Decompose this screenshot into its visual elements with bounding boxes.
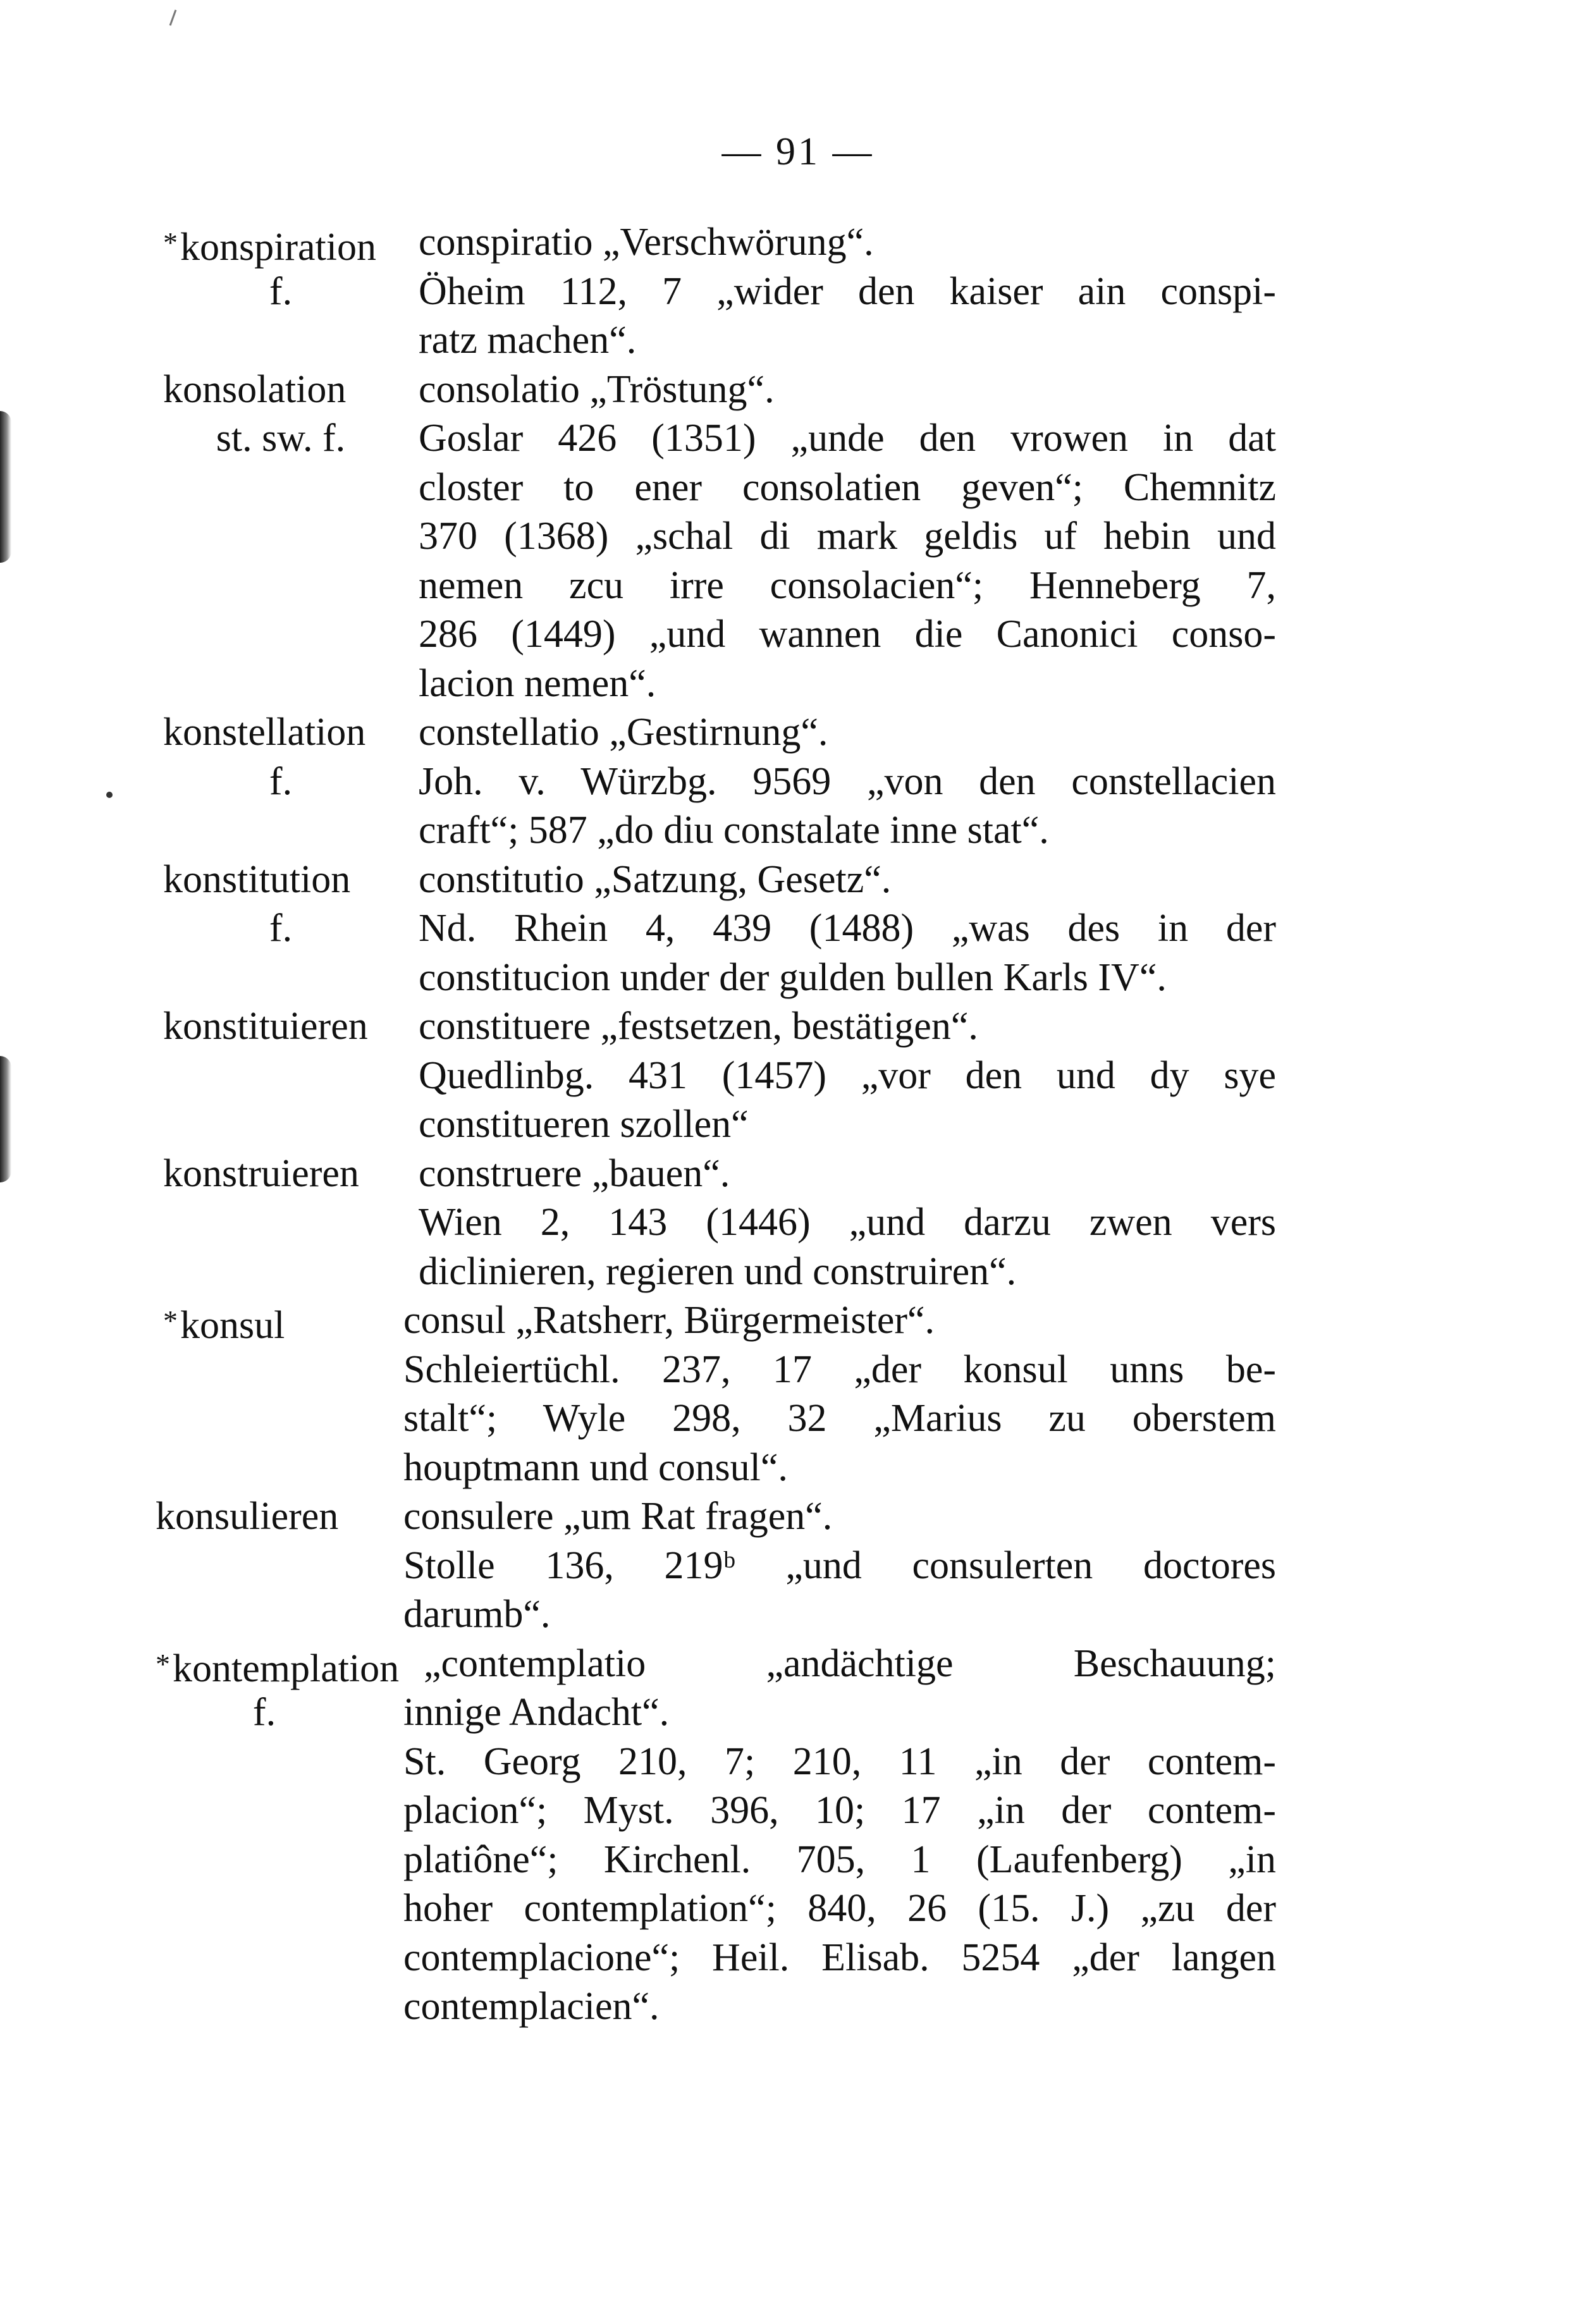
entry-konsul <box>163 1296 1276 1492</box>
entry-konspiration <box>163 218 1276 365</box>
citation-line: Quedlinbg. 431 (1457) „vor den und dy sye <box>419 1053 1276 1097</box>
dictionary-entries <box>156 218 1276 2032</box>
definition: construere „bauen“. <box>419 1151 730 1195</box>
citation-line: Stolle 136, 219ᵇ „und consulerten doctores <box>403 1544 1276 1587</box>
citation-line: stalt“; Wyle 298, 32 „Marius zu oberstem <box>403 1397 1276 1440</box>
citation-line: placion“; Myst. 396, 10; 17 „in der contem- <box>403 1789 1276 1832</box>
citation-line: lacion nemen“. <box>419 661 656 705</box>
entry-kontemplation <box>156 1640 1276 2032</box>
headword <box>163 218 376 273</box>
definition: constituere „festsetzen, bestätigen“. <box>419 1005 978 1048</box>
citation-line: craft“; 587 „do diu constalate inne stat“. <box>419 809 1049 852</box>
grammar-label: f. <box>269 759 293 803</box>
star-mark: * <box>163 1304 178 1337</box>
citation-line: Öheim 112, 7 „wider den kaiser ain conspi- <box>419 269 1276 313</box>
citation-line: contemplacione“; Heil. Elisab. 5254 „der langen <box>403 1936 1276 1979</box>
headword <box>163 1296 285 1351</box>
entry-konstitution <box>163 856 1276 1003</box>
entry-konsulieren <box>156 1492 1276 1640</box>
grammar-label: f. <box>252 1691 276 1734</box>
headword-text: kontemplation <box>173 1647 400 1690</box>
definition: constellatio „Gestirnung“. <box>419 711 828 754</box>
stray-mark <box>169 9 177 25</box>
citation-line: closter to ener consolatien geven“; Chemnitz <box>419 465 1276 509</box>
entry-konsolation <box>163 365 1276 709</box>
definition: consulere „um Rat fragen“. <box>403 1495 833 1538</box>
entry-konstituieren <box>163 1002 1276 1150</box>
headword: konsolation <box>163 367 347 411</box>
star-mark: * <box>156 1647 170 1680</box>
citation-line: houptmann und consul“. <box>403 1445 788 1489</box>
definition: constitutio „Satzung, Gesetz“. <box>419 857 892 901</box>
definition: conspiratio „Verschwörung“. <box>419 221 874 264</box>
binding-shadow <box>0 1056 11 1182</box>
headword: konstellation <box>163 711 366 754</box>
citation-line: ratz machen“. <box>419 319 637 362</box>
citation-line: Wien 2, 143 (1446) „und darzu zwen vers <box>419 1201 1276 1244</box>
headword <box>156 1640 399 1694</box>
definition: „contemplatio „andächtige Beschauung; <box>424 1642 1276 1685</box>
headword: konstituieren <box>163 1005 368 1048</box>
page-number: — 91 — <box>721 130 875 173</box>
citation-line: Nd. Rhein 4, 439 (1488) „was des in der <box>419 907 1276 950</box>
citation-line: diclinieren, regieren und construiren“. <box>419 1249 1017 1293</box>
headword: konsulieren <box>156 1495 339 1538</box>
headword-text: konspiration <box>180 226 376 269</box>
citation-line: St. Georg 210, 7; 210, 11 „in der contem- <box>403 1740 1276 1783</box>
citation-line: platiône“; Kirchenl. 705, 1 (Laufenberg) „in <box>403 1838 1276 1881</box>
stray-dot <box>106 792 113 798</box>
headword-text: konsul <box>180 1304 285 1347</box>
grammar-label: f. <box>269 269 293 313</box>
citation-line: contemplacien“. <box>403 1985 660 2028</box>
star-mark: * <box>163 226 178 259</box>
entry-konstellation <box>163 708 1276 856</box>
citation-line: constitueren szollen“ <box>419 1103 749 1146</box>
citation-line: Schleiertüchl. 237, 17 „der konsul unns be- <box>403 1347 1276 1391</box>
headword: konstitution <box>163 857 351 901</box>
citation-line: 286 (1449) „und wannen die Canonici conso- <box>419 613 1276 656</box>
definition-continued: innige Andacht“. <box>403 1691 670 1734</box>
definition: consul „Ratsherr, Bürgermeister“. <box>403 1299 935 1342</box>
citation-line: Joh. v. Würzbg. 9569 „von den constellacien <box>419 759 1276 803</box>
binding-shadow <box>0 411 11 563</box>
citation-line: hoher contemplation“; 840, 26 (15. J.) „zu der <box>403 1887 1276 1930</box>
citation-line: Goslar 426 (1351) „unde den vrowen in dat <box>419 417 1276 460</box>
definition: consolatio „Tröstung“. <box>419 367 775 411</box>
grammar-label: f. <box>269 907 293 950</box>
entry-konstruieren <box>163 1150 1276 1297</box>
headword: konstruieren <box>163 1151 359 1195</box>
grammar-label: st. sw. f. <box>216 417 346 460</box>
citation-line: nemen zcu irre consolacien“; Henneberg 7, <box>419 563 1276 607</box>
citation-line: darumb“. <box>403 1593 551 1636</box>
citation-line: constitucion under der gulden bullen Karls IV“. <box>419 955 1167 999</box>
citation-line: 370 (1368) „schal di mark geldis uf hebin und <box>419 515 1276 558</box>
